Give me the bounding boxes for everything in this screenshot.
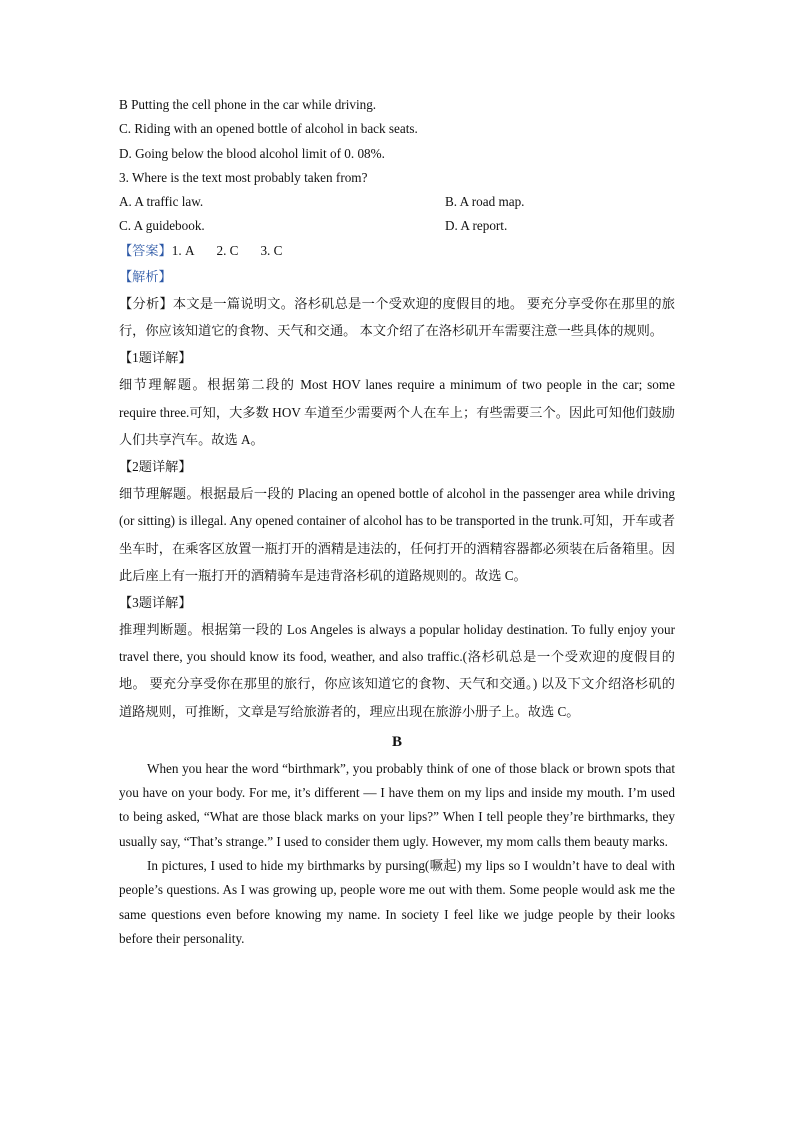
- question-3-options-row-1: [119, 190, 675, 214]
- q1-detail-body: 细节理解题。根据第二段的 Most HOV lanes require a minimum of two people in the car; some require three.可知，大多数 HOV 车道至少需要两个人在车上；有些需要三个。因此可知他们鼓励人们共享汽车。故选 A。: [119, 377, 675, 447]
- analysis-label: 【解析】: [119, 269, 172, 285]
- option-3a: A. A traffic law.: [119, 194, 204, 210]
- question-3-options-row-2: [119, 214, 675, 238]
- q1-detail-heading: 【1题详解】: [119, 350, 192, 366]
- option-2d: D. Going below the blood alcohol limit of 0. 08%.: [119, 145, 385, 161]
- question-3-stem: 3. Where is the text most probably taken from?: [119, 169, 368, 185]
- q2-detail-heading: 【2题详解】: [119, 459, 192, 475]
- q3-detail-body: 推理判断题。根据第一段的 Los Angeles is always a popular holiday destination. To fully enjoy your travel there, you should know its food, weather, and also traffic.(洛杉矶总是一个受欢迎的度假目的地。 要充分享受你在那里的旅行，你应该知道它的食物、天气和交通。) 以及下文介绍洛杉矶的道路规则，可推断，文章是写给旅游者的，理应出现在旅游小册子上。故选 C。: [119, 621, 675, 719]
- section-b-paragraph-2: In pictures, I used to hide my birthmarks by pursing(噘起) my lips so I wouldn’t have to deal with people’s questions. As I was growing up, people wore me out with them. Some people would ask me the same questions even before knowing my name. In society I feel like we judge people by their looks before their personality.: [119, 857, 675, 946]
- section-b-title: B: [391, 733, 402, 750]
- answer-label: 【答案】: [119, 242, 172, 258]
- option-3b: B. A road map.: [445, 194, 525, 210]
- option-2c: C. Riding with an opened bottle of alcohol in back seats.: [119, 121, 418, 137]
- option-2b: B Putting the cell phone in the car while driving.: [119, 97, 377, 112]
- answer-line: [119, 239, 675, 263]
- section-b-paragraph-1: When you hear the word “birthmark”, you probably think of one of those black or brown spots that you have on your body. For me, it’s different — I have them on my lips and inside my mouth. I’m used to being asked, “What are those black marks on your lips?” When I tell people they’re birthmarks, they usually say, “That’s strange.” I used to consider them ugly. However, my mom calls them beauty marks.: [119, 760, 675, 849]
- analysis-summary: 【分析】本文是一篇说明文。洛杉矶总是一个受欢迎的度假目的地。 要充分享受你在那里的旅行，你应该知道它的食物、天气和交通。 本文介绍了在洛杉矶开车需要注意一些具体的规则。: [119, 296, 675, 339]
- document-content: [119, 93, 675, 951]
- answer-item-3: 3. C: [260, 242, 283, 258]
- option-3c: C. A guidebook.: [119, 218, 205, 234]
- answer-item-1: 1. A: [171, 242, 195, 258]
- answer-item-2: 2. C: [216, 242, 239, 258]
- q2-detail-body: 细节理解题。根据最后一段的 Placing an opened bottle of alcohol in the passenger area while driving (or sitting) is illegal. Any opened container of alcohol has to be transported in the trunk.可知，开车或者坐车时，在乘客区放置一瓶打开的酒精是违法的，任何打开的酒精容器都必须装在后备箱里。因此后座上有一瓶打开的酒精骑车是违背洛杉矶的道路规则的。故选 C。: [119, 486, 675, 583]
- option-3d: D. A report.: [445, 218, 508, 234]
- q3-detail-heading: 【3题详解】: [119, 594, 192, 610]
